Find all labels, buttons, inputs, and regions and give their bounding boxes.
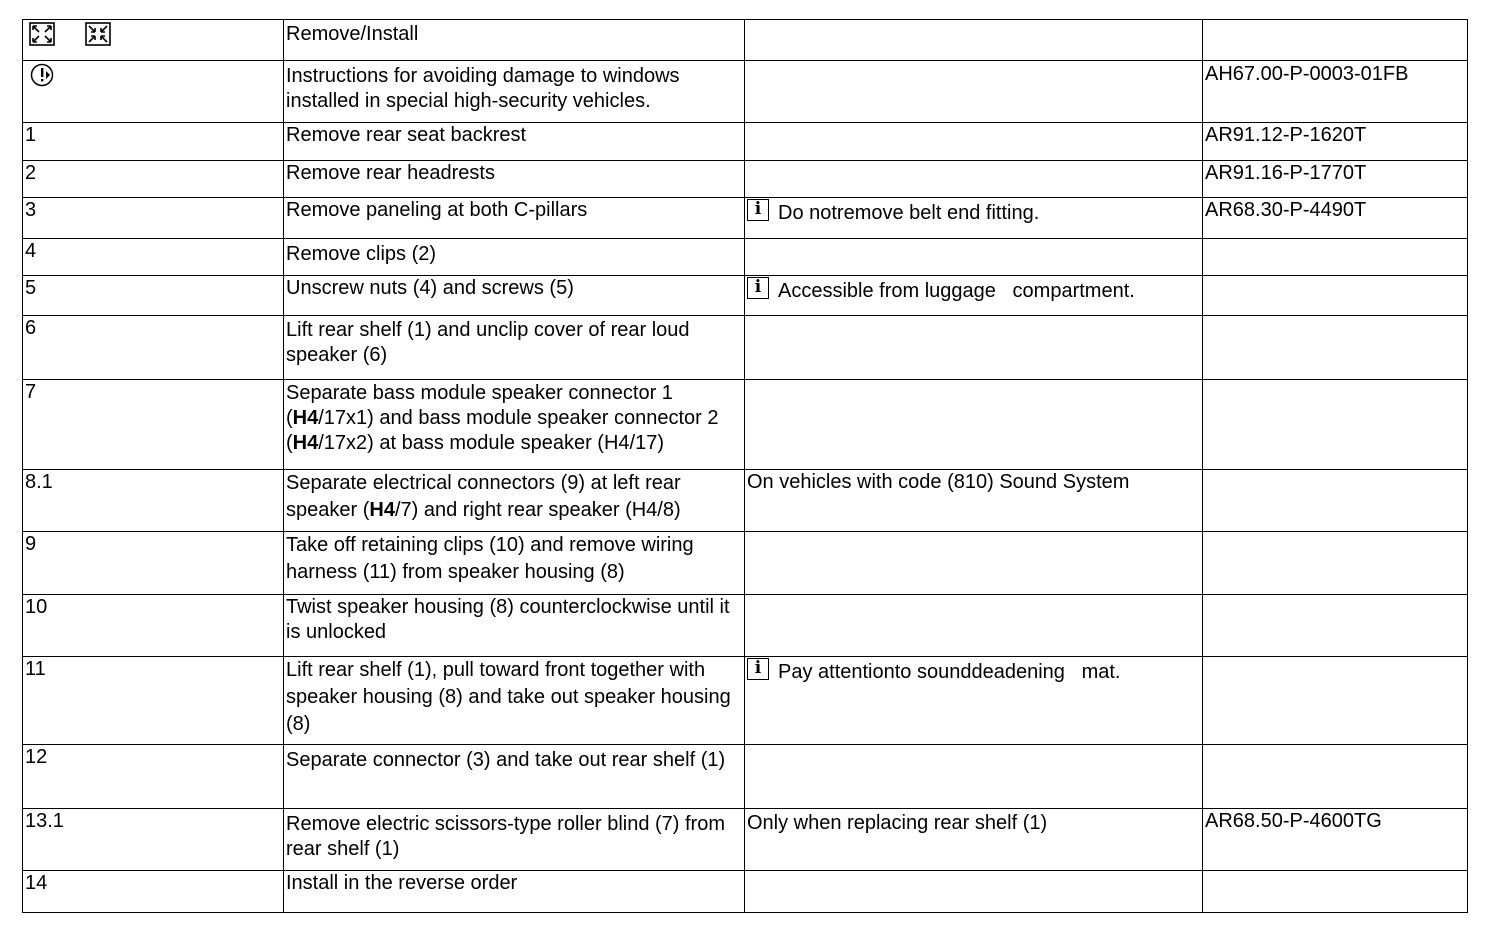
action-cell: Remove clips (2) <box>284 239 745 276</box>
action-cell: Twist speaker housing (8) counterclockwise until it is unlocked <box>284 595 745 657</box>
reference-cell: AR68.50-P-4600TG <box>1203 809 1468 871</box>
reference-cell <box>1203 276 1468 316</box>
note-text: Accessible from luggage compartment. <box>778 280 1135 302</box>
reference-cell <box>1203 470 1468 532</box>
action-cell: Remove rear headrests <box>284 161 745 198</box>
reference-cell: AH67.00-P-0003-01FB <box>1203 61 1468 123</box>
table-row <box>23 316 1468 380</box>
note-cell <box>745 871 1203 913</box>
remove-frame-icon <box>29 22 55 46</box>
step-cell: 1 <box>23 123 284 161</box>
table-row <box>23 123 1468 161</box>
reference-cell <box>1203 380 1468 470</box>
info-icon: i <box>747 658 769 680</box>
note-cell <box>745 276 1203 316</box>
reference-cell <box>1203 239 1468 276</box>
table-row <box>23 276 1468 316</box>
step-cell: 9 <box>23 532 284 595</box>
note-cell: Only when replacing rear shelf (1) <box>745 809 1203 871</box>
step-cell: 8.1 <box>23 470 284 532</box>
action-cell: Separate electrical connectors (9) at left rear speaker (H4/7) and right rear speaker (H4/8) <box>284 470 745 532</box>
reference-cell: AR91.16-P-1770T <box>1203 161 1468 198</box>
step-cell <box>23 20 284 61</box>
step-cell: 7 <box>23 380 284 470</box>
note-cell <box>745 745 1203 809</box>
info-icon: i <box>747 199 769 221</box>
step-cell: 10 <box>23 595 284 657</box>
reference-cell <box>1203 595 1468 657</box>
table-row <box>23 198 1468 239</box>
step-cell: 5 <box>23 276 284 316</box>
reference-cell <box>1203 20 1468 61</box>
reference-cell <box>1203 532 1468 595</box>
table-row <box>23 809 1468 871</box>
table-row <box>23 745 1468 809</box>
table-row <box>23 61 1468 123</box>
reference-cell <box>1203 316 1468 380</box>
action-cell: Install in the reverse order <box>284 871 745 913</box>
action-cell: Unscrew nuts (4) and screws (5) <box>284 276 745 316</box>
note-cell <box>745 657 1203 745</box>
reference-cell <box>1203 657 1468 745</box>
note-cell <box>745 61 1203 123</box>
action-cell: Instructions for avoiding damage to windows installed in special high-security vehicles. <box>284 61 745 123</box>
note-text: Do notremove belt end fitting. <box>778 202 1040 224</box>
note-cell <box>745 20 1203 61</box>
table-row <box>23 380 1468 470</box>
table-row <box>23 595 1468 657</box>
install-frame-icon <box>85 22 111 46</box>
note-cell <box>745 380 1203 470</box>
action-cell: Remove electric scissors-type roller blind (7) from rear shelf (1) <box>284 809 745 871</box>
procedure-table <box>22 19 1468 913</box>
reference-cell <box>1203 871 1468 913</box>
action-cell: Separate connector (3) and take out rear shelf (1) <box>284 745 745 809</box>
reference-cell <box>1203 745 1468 809</box>
reference-cell: AR91.12-P-1620T <box>1203 123 1468 161</box>
table-row <box>23 20 1468 61</box>
table-row <box>23 470 1468 532</box>
table-row <box>23 532 1468 595</box>
table-row <box>23 871 1468 913</box>
note-cell <box>745 532 1203 595</box>
action-cell: Remove paneling at both C-pillars <box>284 198 745 239</box>
note-cell <box>745 316 1203 380</box>
action-cell: Separate bass module speaker connector 1 (H4/17x1) and bass module speaker connector 2 (H4/17x2) at bass module speaker (H4/17) <box>284 380 745 470</box>
step-cell: 14 <box>23 871 284 913</box>
note-text: Pay attentionto sounddeadening mat. <box>778 661 1121 683</box>
step-cell: 13.1 <box>23 809 284 871</box>
action-cell: Remove rear seat backrest <box>284 123 745 161</box>
action-cell: Remove/Install <box>284 20 745 61</box>
note-cell: On vehicles with code (810) Sound System <box>745 470 1203 532</box>
table-row <box>23 239 1468 276</box>
note-cell <box>745 198 1203 239</box>
note-cell <box>745 239 1203 276</box>
step-cell: 4 <box>23 239 284 276</box>
note-cell <box>745 123 1203 161</box>
action-cell: Lift rear shelf (1), pull toward front together with speaker housing (8) and take out speaker housing (8) <box>284 657 745 745</box>
table-row <box>23 657 1468 745</box>
note-cell <box>745 595 1203 657</box>
step-cell: 12 <box>23 745 284 809</box>
action-cell: Lift rear shelf (1) and unclip cover of rear loud speaker (6) <box>284 316 745 380</box>
step-cell: 2 <box>23 161 284 198</box>
table-row <box>23 161 1468 198</box>
info-icon: i <box>747 277 769 299</box>
step-cell: 6 <box>23 316 284 380</box>
step-cell <box>23 61 284 123</box>
step-cell: 11 <box>23 657 284 745</box>
step-cell: 3 <box>23 198 284 239</box>
reference-cell: AR68.30-P-4490T <box>1203 198 1468 239</box>
note-cell <box>745 161 1203 198</box>
action-cell: Take off retaining clips (10) and remove wiring harness (11) from speaker housing (8) <box>284 532 745 595</box>
damage-caution-icon <box>29 63 59 87</box>
